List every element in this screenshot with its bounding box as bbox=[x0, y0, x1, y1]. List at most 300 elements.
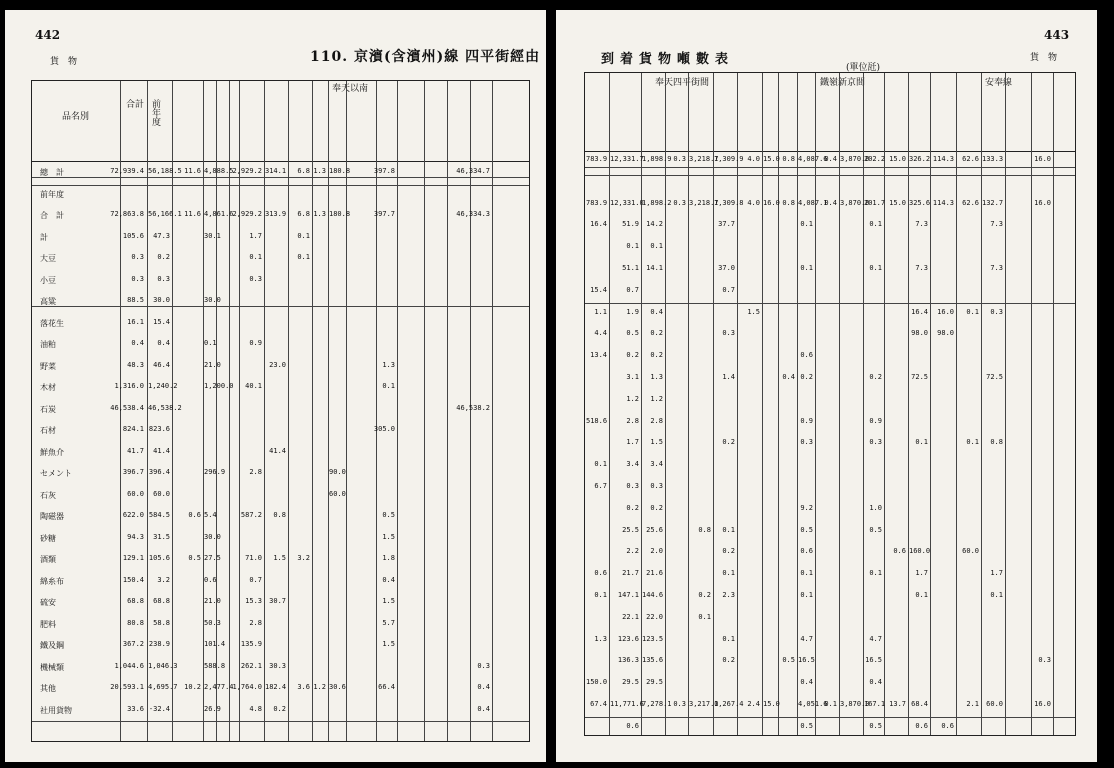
row-cell: 0.4 bbox=[650, 307, 663, 316]
group-header-2: 鐵嶺新京間 bbox=[820, 78, 866, 88]
row-cell: 46,334.3 bbox=[456, 210, 490, 218]
data-table bbox=[584, 72, 1076, 736]
row-cell: 0.2 bbox=[869, 373, 882, 381]
row-cell: 1.5 bbox=[382, 532, 395, 541]
row-label: 小豆 bbox=[40, 275, 56, 285]
row-total: 48.3 bbox=[127, 360, 144, 369]
row-cell: 0.1 bbox=[800, 220, 813, 229]
row-cell: 0.1 bbox=[800, 264, 813, 272]
row-cell: 0.1 bbox=[966, 307, 979, 316]
row-cell: 3,217.0 bbox=[689, 700, 719, 708]
table-header bbox=[32, 81, 529, 162]
row-cell: 0.5 bbox=[188, 554, 201, 562]
row-cell: 0.1 bbox=[204, 339, 217, 347]
row-label: 石材 bbox=[40, 426, 56, 435]
section-label: 貨 物 bbox=[50, 57, 78, 67]
row-cell: 0.7 bbox=[249, 575, 262, 584]
row-cell: 98.0 bbox=[911, 329, 928, 338]
row-cell: 7.3 bbox=[990, 264, 1003, 272]
row-cell: 0.4 bbox=[477, 704, 490, 713]
row-cell: 1.5 bbox=[747, 307, 760, 316]
row-total: 0.4 bbox=[131, 339, 144, 347]
row-cell: 0.1 bbox=[594, 591, 607, 599]
row-cell: 16.0 bbox=[1034, 155, 1051, 163]
row-cell: 0.2 bbox=[800, 373, 813, 381]
row-cell: 0.7 bbox=[626, 285, 639, 294]
row-cell: 1.7 bbox=[990, 569, 1003, 578]
row-cell: 0.3 bbox=[157, 274, 170, 283]
row-cell: 0.2 bbox=[722, 547, 735, 556]
row-total: 33.6 bbox=[127, 704, 144, 713]
row-cell: 0.2 bbox=[650, 503, 663, 512]
row-cell: 60.0 bbox=[153, 489, 170, 498]
row-cell: 14.2 bbox=[646, 220, 663, 229]
row-cell: 1.9 bbox=[626, 307, 639, 316]
row-cell: 1.5 bbox=[382, 640, 395, 648]
row-total: 72,863.8 bbox=[110, 210, 144, 218]
row-cell: 7.3 bbox=[915, 220, 928, 229]
row-cell: 1.4 bbox=[722, 373, 735, 381]
row-cell: 15.0 bbox=[763, 155, 780, 163]
row-cell: 0.2 bbox=[626, 351, 639, 360]
row-cell: 182.4 bbox=[265, 683, 287, 691]
row-total: 1,044.6 bbox=[114, 661, 144, 670]
row-cell: 167.1 bbox=[864, 700, 886, 708]
row-cell: 62.6 bbox=[962, 155, 979, 163]
row-cell: 13.4 bbox=[590, 351, 607, 360]
row-cell: 0.2 bbox=[650, 329, 663, 338]
row-cell: 2.1 bbox=[966, 700, 979, 708]
row-cell: 4.7 bbox=[869, 634, 882, 643]
row-label: 落花生 bbox=[40, 318, 64, 328]
row-label: 綿糸布 bbox=[40, 576, 64, 586]
row-cell: 6.8 bbox=[297, 167, 310, 175]
row-cell: 1.5 bbox=[382, 597, 395, 605]
row-cell: 68.8 bbox=[153, 597, 170, 605]
row-cell: 0.6 bbox=[626, 721, 639, 730]
col-total-header: 合計 bbox=[126, 100, 145, 110]
row-cell: 15.3 bbox=[245, 597, 262, 605]
row-cell: 2.4 bbox=[747, 700, 760, 708]
row-cell: 783.9 bbox=[586, 155, 608, 163]
row-total: 20,593.1 bbox=[110, 683, 144, 691]
row-cell: 135.9 bbox=[240, 640, 262, 648]
row-cell: 4.0 bbox=[747, 155, 760, 163]
row-cell: 150.0 bbox=[586, 678, 608, 687]
row-total: 60.0 bbox=[127, 489, 144, 498]
left-page bbox=[5, 10, 546, 762]
row-cell: 3.2 bbox=[297, 554, 310, 562]
row-cell: 0.2 bbox=[650, 351, 663, 360]
row-cell: 11.6 bbox=[184, 210, 201, 218]
row-cell: 0.4 bbox=[869, 678, 882, 687]
row-cell: 6.8 bbox=[297, 210, 310, 218]
row-total: 396.7 bbox=[122, 468, 144, 476]
row-total: 105.6 bbox=[122, 231, 144, 240]
row-cell: 3,218.7 bbox=[689, 198, 719, 207]
row-cell: 13.7 bbox=[889, 700, 906, 708]
page-number: 443 bbox=[1044, 28, 1070, 42]
row-cell: 397.8 bbox=[373, 167, 395, 175]
row-cell: 56,188.5 bbox=[148, 167, 182, 175]
row-cell: 9.2 bbox=[800, 503, 813, 512]
row-cell: 22.0 bbox=[646, 612, 663, 621]
row-cell: 1.3 bbox=[313, 167, 326, 175]
row-cell: 47.3 bbox=[153, 231, 170, 240]
row-cell: 0.4 bbox=[800, 678, 813, 687]
row-cell: 0.1 bbox=[800, 569, 813, 578]
row-cell: 12,331.7 bbox=[610, 155, 644, 163]
row-label: 鐵及鋼 bbox=[40, 641, 64, 650]
row-cell: 144.6 bbox=[642, 591, 664, 599]
row-cell: 4,051.6 bbox=[798, 700, 828, 708]
row-cell: 46.4 bbox=[153, 360, 170, 369]
row-cell: 0.3 bbox=[477, 661, 490, 670]
row-cell: 1.0 bbox=[869, 503, 882, 512]
row-cell: 202.2 bbox=[864, 155, 886, 163]
row-cell: 0.1 bbox=[824, 700, 837, 708]
row-label: 機械類 bbox=[40, 662, 64, 672]
row-cell: 1,309.8 bbox=[714, 198, 744, 207]
row-cell: 0.2 bbox=[273, 704, 286, 713]
row-cell: 41.4 bbox=[153, 446, 170, 455]
row-cell: 3.4 bbox=[626, 460, 639, 469]
row-cell: 40.1 bbox=[245, 382, 262, 390]
row-cell: 21.6 bbox=[646, 569, 663, 578]
row-cell: 2,477.4 bbox=[204, 683, 234, 691]
row-cell: 7.3 bbox=[990, 220, 1003, 229]
row-cell: 160.0 bbox=[909, 547, 931, 556]
row-cell: 0.3 bbox=[673, 155, 686, 163]
row-cell: 4,861.6 bbox=[204, 210, 234, 218]
row-cell: 4,888.5 bbox=[204, 167, 234, 175]
row-cell: 396.4 bbox=[148, 468, 170, 476]
row-cell: 56,166.1 bbox=[148, 210, 182, 218]
row-cell: 21.0 bbox=[204, 597, 221, 605]
row-cell: 0.8 bbox=[273, 511, 286, 519]
row-cell: 105.6 bbox=[148, 554, 170, 562]
row-cell: 4.7 bbox=[800, 634, 813, 643]
row-cell: 0.9 bbox=[869, 416, 882, 425]
row-cell: 22.1 bbox=[622, 612, 639, 621]
row-label: 合 計 bbox=[40, 211, 64, 220]
row-cell: 135.6 bbox=[642, 656, 664, 665]
row-cell: 305.0 bbox=[373, 425, 395, 433]
row-cell: 1,898.9 bbox=[642, 155, 672, 163]
row-cell: 23.0 bbox=[269, 360, 286, 369]
row-cell: 0.1 bbox=[915, 591, 928, 599]
col-item-header: 品名別 bbox=[62, 112, 90, 122]
row-cell: 0.1 bbox=[698, 612, 711, 621]
row-cell: 15.0 bbox=[889, 155, 906, 163]
row-cell: 30.7 bbox=[269, 597, 286, 605]
row-label: 肥料 bbox=[40, 619, 56, 629]
row-cell: 30.6 bbox=[329, 683, 346, 691]
row-cell: 71.0 bbox=[245, 554, 262, 562]
row-cell: 1,309.9 bbox=[714, 155, 744, 163]
row-cell: 60.0 bbox=[962, 547, 979, 556]
row-cell: 823.6 bbox=[148, 425, 170, 433]
row-cell: 60.0 bbox=[329, 489, 346, 498]
row-cell: 25.5 bbox=[622, 525, 639, 534]
row-total: 46,538.4 bbox=[110, 403, 144, 412]
row-cell: 15.0 bbox=[889, 198, 906, 207]
row-cell: 4,087.1 bbox=[798, 198, 828, 207]
row-cell: 51.1 bbox=[622, 264, 639, 272]
row-cell: 0.5 bbox=[782, 656, 795, 665]
row-cell: 0.1 bbox=[722, 525, 735, 534]
row-cell: 0.9 bbox=[800, 416, 813, 425]
row-cell: 15.4 bbox=[590, 285, 607, 294]
page-title: 到着貨物噸數表 bbox=[601, 52, 735, 67]
row-cell: 114.3 bbox=[932, 155, 954, 163]
row-cell: 313.9 bbox=[265, 210, 287, 218]
row-cell: 0.3 bbox=[869, 438, 882, 447]
row-cell: 72.5 bbox=[986, 373, 1003, 381]
row-cell: 68.4 bbox=[911, 700, 928, 708]
row-cell: 114.3 bbox=[932, 198, 954, 207]
row-cell: 29.5 bbox=[646, 678, 663, 687]
row-cell: 0.1 bbox=[869, 569, 882, 578]
row-cell: 326.2 bbox=[909, 155, 931, 163]
row-total: 0.3 bbox=[131, 274, 144, 283]
row-cell: 3,218.7 bbox=[689, 155, 719, 163]
row-cell: 0.3 bbox=[650, 482, 663, 490]
row-cell: 0.2 bbox=[722, 656, 735, 665]
row-cell: 325.6 bbox=[909, 198, 931, 207]
row-cell: 27.5 bbox=[204, 554, 221, 562]
row-cell: 2.3 bbox=[722, 591, 735, 599]
row-cell: 1.3 bbox=[382, 360, 395, 369]
row-label: 硫安 bbox=[40, 598, 56, 607]
row-cell: 0.4 bbox=[824, 155, 837, 163]
row-cell: 46,538.2 bbox=[456, 403, 490, 412]
row-cell: 123.5 bbox=[642, 634, 664, 643]
row-cell: 12,331.0 bbox=[610, 198, 644, 207]
row-cell: 180.8 bbox=[329, 210, 351, 218]
row-cell: 58.8 bbox=[153, 618, 170, 627]
row-cell: 1.7 bbox=[626, 438, 639, 447]
row-cell: 66.4 bbox=[378, 683, 395, 691]
row-cell: 51.9 bbox=[622, 220, 639, 229]
row-cell: 16.0 bbox=[763, 198, 780, 207]
row-total: 80.8 bbox=[127, 618, 144, 627]
row-total: 94.3 bbox=[127, 532, 144, 541]
row-cell: 0.6 bbox=[941, 721, 954, 730]
row-cell: 0.1 bbox=[249, 253, 262, 261]
row-cell: 4,695.7 bbox=[148, 683, 178, 691]
row-cell: 0.5 bbox=[869, 525, 882, 534]
row-cell: 0.1 bbox=[382, 382, 395, 390]
page-title: 110. 京濱(含濱州)線 四平街經由 bbox=[310, 49, 541, 65]
row-cell: 0.5 bbox=[626, 329, 639, 338]
row-total: 41.7 bbox=[127, 446, 144, 455]
row-cell: 1.3 bbox=[313, 210, 326, 218]
row-total: 88.5 bbox=[127, 296, 144, 304]
row-cell: 0.2 bbox=[626, 503, 639, 512]
row-cell: 3,870.0 bbox=[840, 700, 870, 708]
row-cell: 147.1 bbox=[617, 591, 639, 599]
row-cell: 0.2 bbox=[157, 253, 170, 261]
col-prev-header: 前年度 bbox=[152, 100, 162, 128]
row-cell: 0.1 bbox=[650, 242, 663, 251]
row-cell: 4.8 bbox=[249, 704, 262, 713]
row-cell: 0.1 bbox=[915, 438, 928, 447]
row-cell: 1,046.3 bbox=[148, 661, 178, 670]
row-cell: 72.5 bbox=[911, 373, 928, 381]
row-cell: 314.1 bbox=[265, 167, 287, 175]
row-cell: 0.5 bbox=[800, 721, 813, 730]
row-cell: 30.1 bbox=[204, 231, 221, 240]
row-cell: 16.5 bbox=[865, 656, 882, 665]
row-cell: 3.6 bbox=[297, 683, 310, 691]
row-cell: 25.6 bbox=[646, 525, 663, 534]
row-label: 油粕 bbox=[40, 340, 56, 349]
row-cell: 67.4 bbox=[590, 700, 607, 708]
row-total: 824.1 bbox=[122, 425, 144, 433]
row-cell: 15.4 bbox=[153, 317, 170, 326]
row-cell: 11,771.6 bbox=[610, 700, 644, 708]
row-cell: 1,764.0 bbox=[232, 683, 262, 691]
row-cell: 0.3 bbox=[626, 482, 639, 490]
row-total: 129.1 bbox=[122, 554, 144, 562]
row-cell: 0.9 bbox=[249, 339, 262, 347]
row-cell: 0.5 bbox=[382, 511, 395, 519]
row-total: 150.4 bbox=[122, 575, 144, 584]
row-cell: 587.2 bbox=[240, 511, 262, 519]
row-label: 酒類 bbox=[40, 555, 56, 564]
page-number: 442 bbox=[35, 28, 61, 42]
unit-label: (單位瓩) bbox=[846, 63, 881, 73]
row-cell: 0.3 bbox=[673, 198, 686, 207]
row-cell: 0.6 bbox=[800, 547, 813, 556]
row-cell: 11.6 bbox=[184, 167, 201, 175]
row-cell: 0.1 bbox=[966, 438, 979, 447]
row-cell: 0.1 bbox=[990, 591, 1003, 599]
row-cell: 0.1 bbox=[297, 253, 310, 261]
row-cell: 0.3 bbox=[722, 329, 735, 338]
row-cell: 16.0 bbox=[1034, 700, 1051, 708]
row-cell: 0.8 bbox=[782, 155, 795, 163]
row-cell: 46,538.2 bbox=[148, 403, 182, 412]
row-cell: 1,240.2 bbox=[148, 382, 178, 390]
row-label: 石灰 bbox=[40, 490, 56, 500]
row-cell: 16.0 bbox=[937, 307, 954, 316]
row-cell: 262.1 bbox=[240, 661, 262, 670]
row-total: 1,316.0 bbox=[114, 382, 144, 390]
row-cell: 50.3 bbox=[204, 618, 221, 627]
row-cell: 1.3 bbox=[650, 373, 663, 381]
row-cell: 1,267.4 bbox=[714, 700, 744, 708]
row-cell: 0.1 bbox=[869, 264, 882, 272]
row-label: 石炭 bbox=[40, 404, 56, 414]
data-table bbox=[31, 80, 530, 742]
row-cell: 1.5 bbox=[650, 438, 663, 447]
row-label: 社用貨物 bbox=[40, 705, 72, 715]
row-cell: 0.4 bbox=[382, 575, 395, 584]
row-cell: 90.0 bbox=[329, 468, 346, 476]
row-cell: 16.0 bbox=[1034, 198, 1051, 207]
row-cell: 2.8 bbox=[626, 416, 639, 425]
row-cell: 3.1 bbox=[626, 373, 639, 381]
row-cell: 238.9 bbox=[148, 640, 170, 648]
row-cell: 180.8 bbox=[329, 167, 351, 175]
row-cell: 7,278.1 bbox=[642, 700, 672, 708]
row-total: 16.1 bbox=[127, 317, 144, 326]
row-cell: 0.1 bbox=[722, 634, 735, 643]
row-cell: 41.4 bbox=[269, 446, 286, 455]
row-cell: 0.1 bbox=[722, 569, 735, 578]
row-cell: 98.0 bbox=[937, 329, 954, 338]
row-cell: 1.1 bbox=[594, 307, 607, 316]
row-cell: 5.7 bbox=[382, 618, 395, 627]
row-cell: 0.3 bbox=[800, 438, 813, 447]
row-label: 其他 bbox=[40, 684, 56, 693]
row-cell: 0.1 bbox=[869, 220, 882, 229]
row-cell: 0.6 bbox=[915, 721, 928, 730]
row-cell: 0.6 bbox=[594, 569, 607, 578]
row-cell: 46,334.7 bbox=[456, 167, 490, 175]
row-cell: 3.2 bbox=[157, 575, 170, 584]
row-cell: 0.2 bbox=[722, 438, 735, 447]
row-cell: 2.2 bbox=[626, 547, 639, 556]
row-label: 野菜 bbox=[40, 361, 56, 371]
row-cell: 30.0 bbox=[204, 532, 221, 541]
row-cell: 16.4 bbox=[590, 220, 607, 229]
row-cell: 0.3 bbox=[673, 700, 686, 708]
row-cell: 4.0 bbox=[747, 198, 760, 207]
row-label: 前年度 bbox=[40, 189, 64, 199]
row-cell: 1.2 bbox=[650, 394, 663, 403]
row-cell: 0.1 bbox=[297, 231, 310, 240]
row-cell: 30.0 bbox=[153, 296, 170, 304]
row-cell: 2.0 bbox=[650, 547, 663, 556]
row-cell: 0.4 bbox=[782, 373, 795, 381]
row-cell: 0.5 bbox=[869, 721, 882, 730]
row-cell: 0.5 bbox=[800, 525, 813, 534]
row-cell: 1.2 bbox=[313, 683, 326, 691]
row-cell: 0.6 bbox=[893, 547, 906, 556]
row-cell: -32.4 bbox=[148, 704, 170, 713]
row-cell: 6.7 bbox=[594, 482, 607, 490]
row-cell: 2.8 bbox=[249, 468, 262, 476]
row-label: 計 bbox=[40, 232, 48, 242]
row-cell: 0.8 bbox=[782, 198, 795, 207]
row-cell: 296.9 bbox=[204, 468, 226, 476]
row-cell: 1,898.2 bbox=[642, 198, 672, 207]
row-label: 砂糖 bbox=[40, 533, 56, 543]
row-total: 0.3 bbox=[131, 253, 144, 261]
row-cell: 584.5 bbox=[148, 511, 170, 519]
row-cell: 16.4 bbox=[911, 307, 928, 316]
row-cell: 2.8 bbox=[650, 416, 663, 425]
row-cell: 0.1 bbox=[594, 460, 607, 469]
row-cell: 1.2 bbox=[626, 394, 639, 403]
row-cell: 21.0 bbox=[204, 360, 221, 369]
row-cell: 132.7 bbox=[982, 198, 1004, 207]
row-total: 367.2 bbox=[122, 640, 144, 648]
row-cell: 26.9 bbox=[204, 704, 221, 713]
row-cell: 3,870.0 bbox=[840, 155, 870, 163]
row-cell: 37.0 bbox=[718, 264, 735, 272]
row-cell: 2.8 bbox=[249, 618, 262, 627]
row-cell: 4,087.6 bbox=[798, 155, 828, 163]
row-cell: 0.3 bbox=[1038, 656, 1051, 665]
row-total: 622.0 bbox=[122, 511, 144, 519]
row-cell: 136.3 bbox=[617, 656, 639, 665]
row-cell: 7.3 bbox=[915, 264, 928, 272]
row-label: 大豆 bbox=[40, 254, 56, 263]
